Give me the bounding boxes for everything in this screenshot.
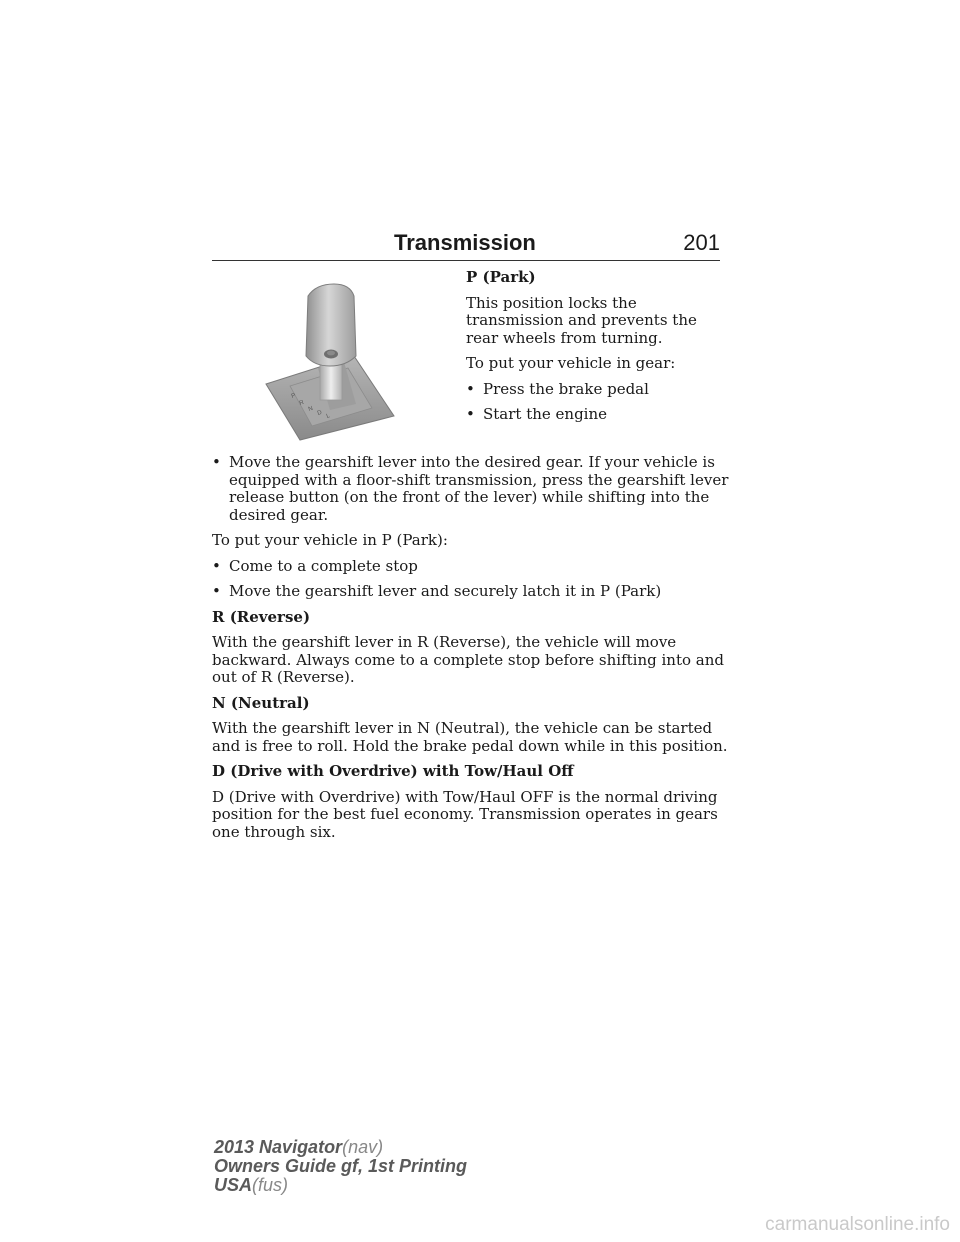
footer-line-2: Owners Guide gf, 1st Printing — [214, 1156, 468, 1176]
park-description: This position locks the transmission and prevents the rear wheels from turning. — [466, 293, 697, 347]
list-item: • Move the gearshift lever into the desired gear. If your vehicle is equipped with a floor-shift transmission, press the gearshift lever release button (on the front of the lever) while shifting into the desired gear. — [212, 453, 729, 524]
list-item: • Move the gearshift lever and securely latch it in P (Park) — [212, 582, 662, 600]
svg-text:L: L — [325, 413, 331, 420]
svg-text:R: R — [298, 399, 305, 407]
drive-heading: D (Drive with Overdrive) with Tow/Haul Off — [212, 762, 574, 780]
bullet-icon: • — [212, 556, 221, 575]
park-heading: P (Park) — [466, 268, 536, 286]
footer-line-3: USA(fus) — [214, 1175, 289, 1195]
reverse-heading: R (Reverse) — [212, 607, 311, 626]
document-footer — [214, 1138, 467, 1195]
bullet-icon: • — [212, 582, 221, 600]
drive-description: D (Drive with Overdrive) with Tow/Haul OFF is the normal driving position for the best fuel economy. Transmission operates in gears one through six. — [212, 787, 718, 841]
page-header — [212, 228, 720, 261]
park-section — [466, 269, 728, 432]
svg-text:N: N — [307, 405, 314, 413]
main-content — [212, 454, 732, 849]
bullet-icon: • — [466, 379, 475, 398]
section-title: Transmission — [394, 230, 536, 255]
svg-text:D: D — [316, 409, 323, 417]
list-item: • Start the engine — [466, 405, 608, 423]
bullet-icon: • — [212, 453, 221, 471]
neutral-heading: N (Neutral) — [212, 693, 310, 712]
reverse-description: With the gearshift lever in R (Reverse), the vehicle will move backward. Always come to a complete stop before shifting into and out of R (Reverse). — [212, 633, 724, 686]
list-item: • Press the brake pedal — [466, 379, 649, 398]
bullet-icon: • — [466, 405, 475, 423]
in-gear-intro: To put your vehicle in gear: — [466, 354, 676, 372]
page-number: 201 — [683, 230, 720, 255]
gearshift-lever-icon — [260, 282, 420, 442]
svg-text:P: P — [290, 392, 297, 400]
list-item: • Come to a complete stop — [212, 556, 418, 575]
to-park-intro: To put your vehicle in P (Park): — [212, 531, 448, 549]
watermark-link[interactable]: carmanualsonline.info — [765, 1214, 950, 1235]
footer-line-1: 2013 Navigator(nav) — [214, 1137, 384, 1157]
neutral-description: With the gearshift lever in N (Neutral), the vehicle can be started and is free to roll. Hold the brake pedal down while in this position. — [212, 719, 728, 755]
